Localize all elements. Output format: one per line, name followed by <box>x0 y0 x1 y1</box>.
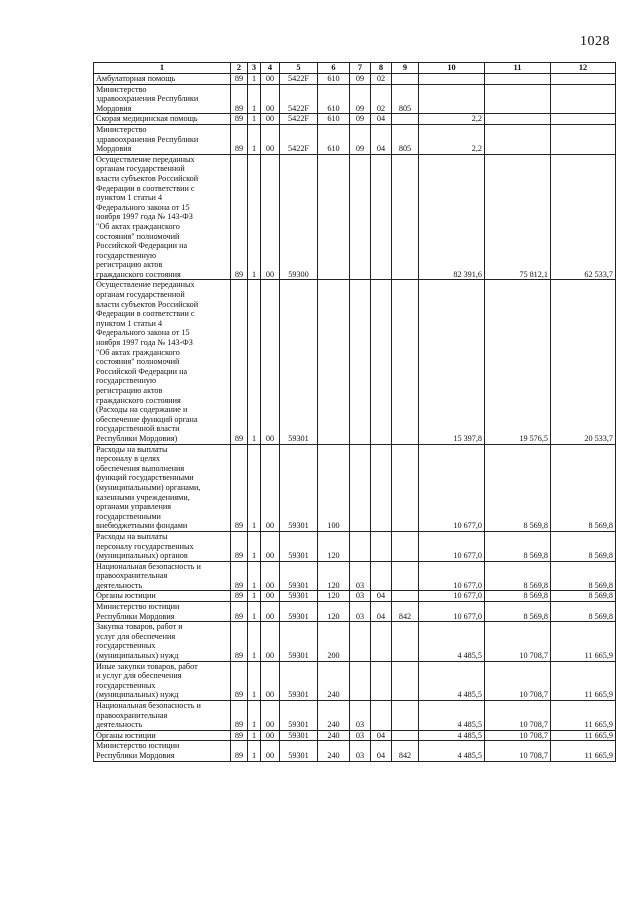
table-cell: 00 <box>261 622 280 661</box>
table-cell: 89 <box>231 622 248 661</box>
table-row <box>94 602 616 622</box>
table-cell <box>350 444 371 531</box>
table-cell: 00 <box>261 154 280 280</box>
table-row <box>94 124 616 154</box>
table-cell: 120 <box>318 602 350 622</box>
table-cell: 89 <box>231 114 248 125</box>
table-cell: 11 665,9 <box>551 661 616 700</box>
table-cell: 8 569,8 <box>551 444 616 531</box>
table-cell: 8 569,8 <box>485 602 551 622</box>
table-cell: 5422F <box>280 84 318 114</box>
header-cell: 11 <box>485 63 551 74</box>
row-description: Министерство здравоохранения Республики Мордовия <box>94 124 231 154</box>
table-cell: 1 <box>248 531 261 561</box>
table-cell: 10 677,0 <box>419 602 485 622</box>
table-cell: 120 <box>318 531 350 561</box>
table-cell: 09 <box>350 84 371 114</box>
table-row <box>94 701 616 731</box>
table-row <box>94 591 616 602</box>
row-description: Министерство здравоохранения Республики Мордовия <box>94 84 231 114</box>
table-cell: 00 <box>261 661 280 700</box>
table-cell: 240 <box>318 661 350 700</box>
table-cell: 00 <box>261 701 280 731</box>
table-cell: 1 <box>248 561 261 591</box>
table-cell: 03 <box>350 701 371 731</box>
table-cell: 11 665,9 <box>551 701 616 731</box>
table-cell: 610 <box>318 124 350 154</box>
table-cell: 09 <box>350 114 371 125</box>
table-cell: 8 569,8 <box>551 602 616 622</box>
table-cell: 8 569,8 <box>551 561 616 591</box>
table-cell: 89 <box>231 701 248 731</box>
header-cell: 12 <box>551 63 616 74</box>
table-cell: 03 <box>350 561 371 591</box>
page-number: 1028 <box>580 34 610 49</box>
table-cell <box>392 622 419 661</box>
table-cell: 15 397,8 <box>419 280 485 444</box>
table-cell: 04 <box>371 124 392 154</box>
table-cell: 10 677,0 <box>419 444 485 531</box>
row-description: Скорая медицинская помощь <box>94 114 231 125</box>
table-cell: 02 <box>371 74 392 85</box>
table-cell: 4 485,5 <box>419 661 485 700</box>
row-description: Национальная безопасность и правоохранительная деятельность <box>94 561 231 591</box>
table-cell: 04 <box>371 741 392 761</box>
table-cell: 1 <box>248 602 261 622</box>
table-cell: 1 <box>248 280 261 444</box>
table-cell: 5422F <box>280 124 318 154</box>
table-cell: 4 485,5 <box>419 701 485 731</box>
table-cell: 11 665,9 <box>551 622 616 661</box>
table-cell: 59301 <box>280 741 318 761</box>
table-row <box>94 154 616 280</box>
table-row <box>94 622 616 661</box>
table-cell <box>392 154 419 280</box>
table-cell: 00 <box>261 280 280 444</box>
table-cell: 842 <box>392 602 419 622</box>
table-cell <box>551 74 616 85</box>
table-cell: 04 <box>371 602 392 622</box>
table-cell: 2,2 <box>419 114 485 125</box>
table-cell: 11 665,9 <box>551 741 616 761</box>
table-cell <box>392 661 419 700</box>
table-cell <box>350 531 371 561</box>
header-row <box>94 63 616 74</box>
table-cell: 03 <box>350 741 371 761</box>
table-cell <box>350 154 371 280</box>
table-cell: 10 708,7 <box>485 661 551 700</box>
table-cell: 8 569,8 <box>485 444 551 531</box>
table-cell: 89 <box>231 591 248 602</box>
table-cell: 10 708,7 <box>485 701 551 731</box>
table-cell: 59301 <box>280 730 318 741</box>
table-cell: 10 677,0 <box>419 561 485 591</box>
table-cell: 10 708,7 <box>485 730 551 741</box>
table-cell <box>551 114 616 125</box>
table-cell <box>419 74 485 85</box>
table-cell: 09 <box>350 124 371 154</box>
table-cell <box>485 84 551 114</box>
table-cell: 240 <box>318 701 350 731</box>
row-description: Национальная безопасность и правоохранительная деятельность <box>94 701 231 731</box>
row-description: Амбулаторная помощь <box>94 74 231 85</box>
row-description: Расходы на выплаты персоналу в целях обеспечения выполнения функций государственными (муниципальными) органами, казенными учреждениями, органами управления государственными внебюджетными фондами <box>94 444 231 531</box>
table-cell: 1 <box>248 730 261 741</box>
table-cell <box>392 444 419 531</box>
table-cell: 10 677,0 <box>419 591 485 602</box>
table-cell <box>485 74 551 85</box>
table-row <box>94 84 616 114</box>
budget-table <box>93 62 616 762</box>
table-cell: 1 <box>248 114 261 125</box>
table-cell <box>485 124 551 154</box>
row-description: Органы юстиции <box>94 730 231 741</box>
table-cell: 89 <box>231 84 248 114</box>
table-cell: 59301 <box>280 602 318 622</box>
table-cell: 00 <box>261 730 280 741</box>
table-cell: 8 569,8 <box>485 531 551 561</box>
table-cell: 1 <box>248 74 261 85</box>
table-cell: 610 <box>318 84 350 114</box>
table-cell: 89 <box>231 531 248 561</box>
header-cell: 5 <box>280 63 318 74</box>
header-cell: 6 <box>318 63 350 74</box>
header-cell: 3 <box>248 63 261 74</box>
table-cell <box>371 661 392 700</box>
table-cell: 1 <box>248 741 261 761</box>
table-cell: 1 <box>248 591 261 602</box>
table-cell: 1 <box>248 701 261 731</box>
table-cell <box>392 74 419 85</box>
table-cell: 89 <box>231 154 248 280</box>
header-cell: 1 <box>94 63 231 74</box>
table-cell: 5422F <box>280 114 318 125</box>
table-cell: 120 <box>318 561 350 591</box>
table-cell: 4 485,5 <box>419 741 485 761</box>
row-description: Осуществление переданных органам государственной власти субъектов Российской Федерации в соответствии с пунктом 1 статьи 4 Федерального закона от 15 ноября 1997 года № 143-ФЗ "Об актах гражданского состояния" полномочий Российской Федерации на государственную регистрацию актов гражданского состояния <box>94 154 231 280</box>
table-cell: 8 569,8 <box>485 591 551 602</box>
table-cell: 59301 <box>280 444 318 531</box>
table-cell: 1 <box>248 622 261 661</box>
table-cell: 842 <box>392 741 419 761</box>
header-cell: 4 <box>261 63 280 74</box>
header-cell: 7 <box>350 63 371 74</box>
table-cell: 00 <box>261 74 280 85</box>
table-cell: 00 <box>261 531 280 561</box>
table-cell: 89 <box>231 661 248 700</box>
table-cell <box>392 701 419 731</box>
table-cell: 59300 <box>280 154 318 280</box>
table-cell: 1 <box>248 84 261 114</box>
table-cell: 10 708,7 <box>485 741 551 761</box>
table-cell: 59301 <box>280 591 318 602</box>
table-cell <box>551 124 616 154</box>
table-cell: 805 <box>392 124 419 154</box>
row-description: Органы юстиции <box>94 591 231 602</box>
table-cell: 59301 <box>280 531 318 561</box>
table-row <box>94 531 616 561</box>
table-cell: 19 576,5 <box>485 280 551 444</box>
table-cell <box>392 591 419 602</box>
table-cell: 00 <box>261 591 280 602</box>
table-cell <box>371 561 392 591</box>
table-cell: 00 <box>261 741 280 761</box>
table-cell: 1 <box>248 124 261 154</box>
table-cell: 89 <box>231 74 248 85</box>
table-cell <box>371 531 392 561</box>
table-cell: 59301 <box>280 561 318 591</box>
table-cell <box>392 280 419 444</box>
table-cell <box>485 114 551 125</box>
table-cell: 00 <box>261 561 280 591</box>
table-cell: 04 <box>371 730 392 741</box>
table-cell: 09 <box>350 74 371 85</box>
header-cell: 10 <box>419 63 485 74</box>
table-cell <box>318 154 350 280</box>
table-cell: 1 <box>248 444 261 531</box>
table-cell: 100 <box>318 444 350 531</box>
table-cell <box>392 730 419 741</box>
table-cell: 4 485,5 <box>419 730 485 741</box>
table-cell <box>371 280 392 444</box>
table-cell: 20 533,7 <box>551 280 616 444</box>
table-cell: 03 <box>350 591 371 602</box>
table-cell: 4 485,5 <box>419 622 485 661</box>
table-cell: 1 <box>248 154 261 280</box>
table-cell: 89 <box>231 561 248 591</box>
table-cell <box>551 84 616 114</box>
table-row <box>94 561 616 591</box>
table-cell: 02 <box>371 84 392 114</box>
table-cell: 89 <box>231 602 248 622</box>
table-cell: 610 <box>318 114 350 125</box>
table-cell: 00 <box>261 84 280 114</box>
table-cell <box>318 280 350 444</box>
table-cell <box>371 701 392 731</box>
table-row <box>94 444 616 531</box>
table-cell: 2,2 <box>419 124 485 154</box>
table-cell: 04 <box>371 591 392 602</box>
table-cell: 5422F <box>280 74 318 85</box>
table-cell <box>350 622 371 661</box>
header-cell: 9 <box>392 63 419 74</box>
table-cell <box>419 84 485 114</box>
table-cell: 04 <box>371 114 392 125</box>
table-row <box>94 114 616 125</box>
table-cell: 59301 <box>280 622 318 661</box>
table-cell: 120 <box>318 591 350 602</box>
table-cell: 10 708,7 <box>485 622 551 661</box>
table-cell: 00 <box>261 124 280 154</box>
table-cell: 89 <box>231 280 248 444</box>
table-row <box>94 661 616 700</box>
table-cell: 240 <box>318 741 350 761</box>
table-cell: 89 <box>231 124 248 154</box>
table-cell: 82 391,6 <box>419 154 485 280</box>
table-cell <box>371 622 392 661</box>
table-cell <box>392 114 419 125</box>
table-cell: 59301 <box>280 701 318 731</box>
table-cell: 59301 <box>280 280 318 444</box>
row-description: Закупка товаров, работ и услуг для обеспечения государственных (муниципальных) нужд <box>94 622 231 661</box>
table-cell: 89 <box>231 741 248 761</box>
table-cell: 8 569,8 <box>551 591 616 602</box>
table-cell: 8 569,8 <box>551 531 616 561</box>
row-description: Расходы на выплаты персоналу государственных (муниципальных) органов <box>94 531 231 561</box>
table-cell: 03 <box>350 730 371 741</box>
table-cell: 59301 <box>280 661 318 700</box>
table-row <box>94 74 616 85</box>
table-row <box>94 730 616 741</box>
table-cell: 200 <box>318 622 350 661</box>
table-cell: 11 665,9 <box>551 730 616 741</box>
table-cell: 00 <box>261 114 280 125</box>
table-cell: 00 <box>261 444 280 531</box>
table-cell: 805 <box>392 84 419 114</box>
table-cell: 89 <box>231 444 248 531</box>
table-cell: 8 569,8 <box>485 561 551 591</box>
row-description: Иные закупки товаров, работ и услуг для обеспечения государственных (муниципальных) нужд <box>94 661 231 700</box>
table-cell <box>371 154 392 280</box>
table-cell: 03 <box>350 602 371 622</box>
row-description: Осуществление переданных органам государственной власти субъектов Российской Федерации в соответствии с пунктом 1 статьи 4 Федерального закона от 15 ноября 1997 года № 143-ФЗ "Об актах гражданского состояния" полномочий Российской Федерации на государственную регистрацию актов гражданского состояния (Расходы на содержание и обеспечение функций органа государственной власти Республики Мордовия) <box>94 280 231 444</box>
row-description: Министерство юстиции Республики Мордовия <box>94 741 231 761</box>
table-cell: 89 <box>231 730 248 741</box>
table-cell <box>392 531 419 561</box>
header-cell: 8 <box>371 63 392 74</box>
table-cell <box>371 444 392 531</box>
row-description: Министерство юстиции Республики Мордовия <box>94 602 231 622</box>
table-cell: 62 533,7 <box>551 154 616 280</box>
table-cell <box>350 280 371 444</box>
table-cell: 75 812,1 <box>485 154 551 280</box>
table-row <box>94 741 616 761</box>
header-cell: 2 <box>231 63 248 74</box>
table-cell: 1 <box>248 661 261 700</box>
table-cell: 10 677,0 <box>419 531 485 561</box>
table-cell <box>350 661 371 700</box>
table-cell: 240 <box>318 730 350 741</box>
table-cell <box>392 561 419 591</box>
table-cell: 00 <box>261 602 280 622</box>
table-row <box>94 280 616 444</box>
table-cell: 610 <box>318 74 350 85</box>
